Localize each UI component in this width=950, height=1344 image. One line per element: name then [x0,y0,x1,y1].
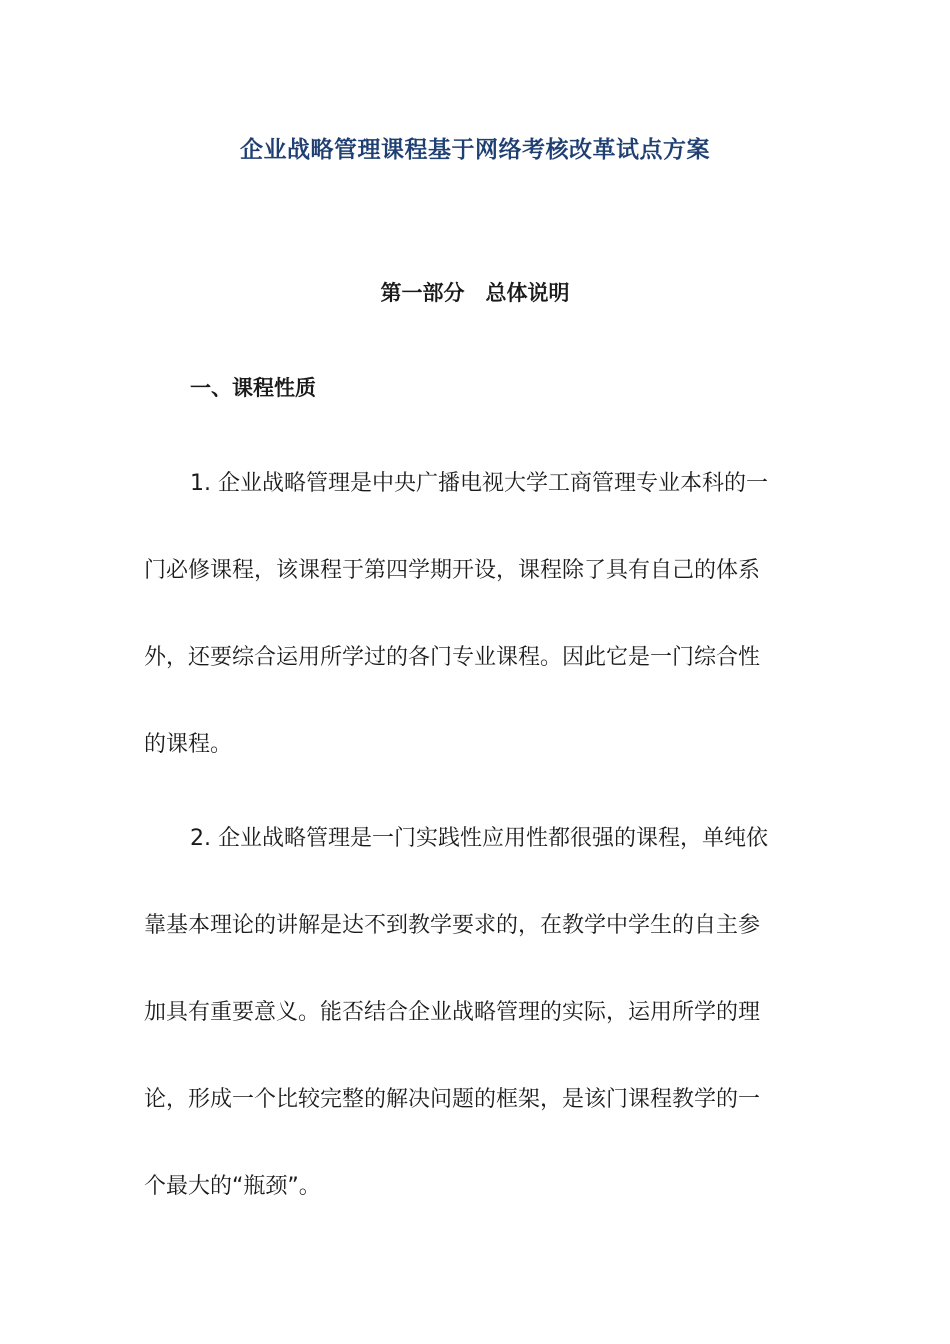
document-title: 企业战略管理课程基于网络考核改革试点方案 [240,137,710,163]
paragraph-2-line: 个最大的“瓶颈”。 [144,1174,321,1199]
part-heading: 第一部分 总体说明 [380,281,570,305]
section-heading: 一、课程性质 [190,376,316,400]
paragraph-2-line: 2. 企业战略管理是一门实践性应用性都很强的课程，单纯依 [190,826,768,851]
paragraph-1-line: 外，还要综合运用所学过的各门专业课程。因此它是一门综合性 [144,645,761,670]
paragraph-1-line: 1. 企业战略管理是中央广播电视大学工商管理专业本科的一 [190,471,768,496]
paragraph-1-line: 的课程。 [144,732,233,757]
paragraph-1-line: 门必修课程，该课程于第四学期开设，课程除了具有自己的体系 [144,558,761,583]
paragraph-2-line: 靠基本理论的讲解是达不到教学要求的，在教学中学生的自主参 [144,913,761,938]
paragraph-2-line: 论，形成一个比较完整的解决问题的框架，是该门课程教学的一 [144,1087,761,1112]
paragraph-2-line: 加具有重要意义。能否结合企业战略管理的实际，运用所学的理 [144,1000,761,1025]
